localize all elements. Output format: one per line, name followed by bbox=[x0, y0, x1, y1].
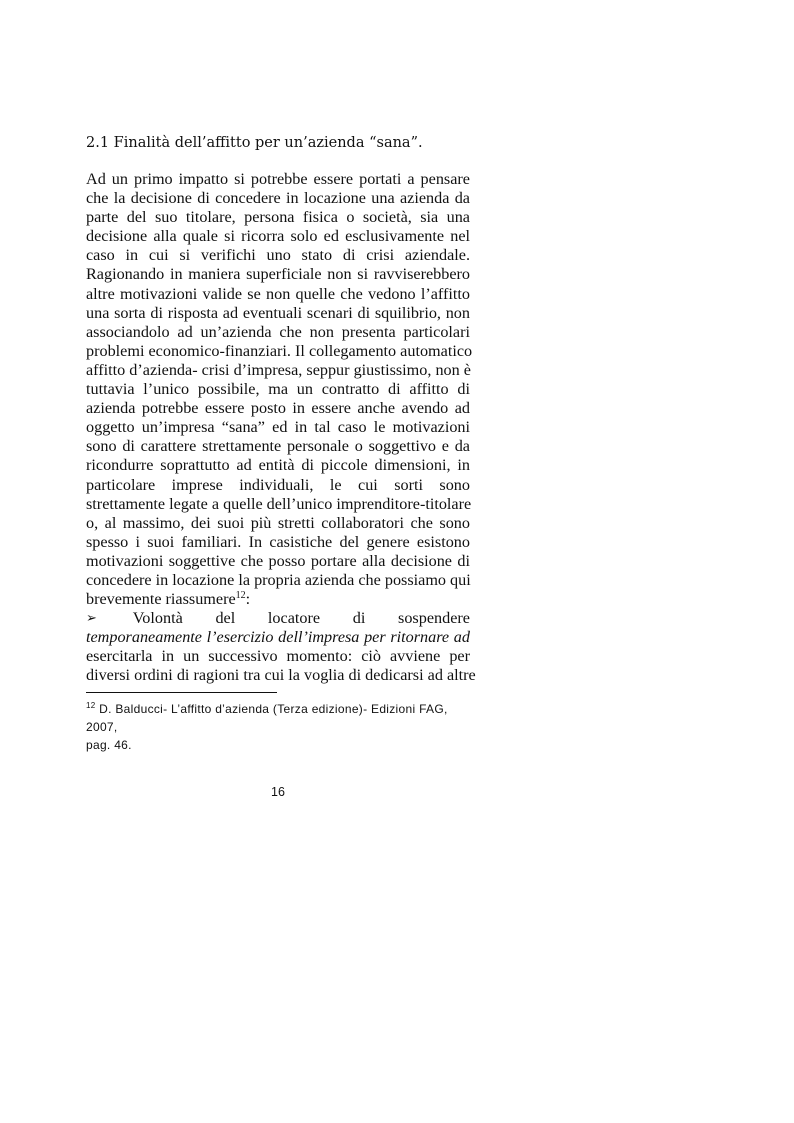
paragraph-line: caso in cui si verifichi uno stato di crisi aziendale. bbox=[86, 246, 470, 265]
bullet-word: sospendere bbox=[398, 609, 470, 628]
paragraph-line: affitto d’azienda- crisi d’impresa, seppur giustissimo, non è bbox=[86, 360, 471, 379]
paragraph-line: altre motivazioni valide se non quelle che vedono l’affitto bbox=[86, 284, 470, 303]
paragraph-line: parte del suo titolare, persona fisica o società, sia una bbox=[86, 208, 470, 227]
paragraph-line: Ad un primo impatto si potrebbe essere portati a pensare bbox=[86, 170, 470, 188]
paragraph-line: particolare imprese individuali, le cui sorti sono bbox=[86, 475, 470, 494]
section-heading: 2.1 Finalità dell’affitto per un’azienda “sana”. bbox=[86, 135, 423, 151]
bullet-word: di bbox=[352, 609, 366, 628]
last-line-text: brevemente riassumere bbox=[86, 590, 236, 609]
paragraph-line: oggetto un’impresa “sana” ed in tal caso le motivazioni bbox=[86, 418, 470, 437]
paragraph-line: una sorta di risposta ad eventuali scenari di squilibrio, non bbox=[86, 303, 470, 322]
bullet-word: locatore bbox=[267, 609, 321, 628]
paragraph-line: che la decisione di concedere in locazione una azienda da bbox=[86, 189, 470, 208]
paragraph-line: azienda potrebbe essere posto in essere anche avendo ad bbox=[86, 399, 470, 418]
bullet-item bbox=[86, 609, 476, 685]
footnote-number: 12 bbox=[86, 701, 96, 710]
body-text bbox=[86, 170, 476, 686]
paragraph-line: strettamente legate a quelle dell’unico imprenditore-titolare bbox=[86, 494, 472, 513]
paragraph-last-line bbox=[86, 590, 470, 609]
bullet-line: diversi ordini di ragioni tra cui la voglia di dedicarsi ad altre bbox=[86, 666, 476, 685]
footnote-reference[interactable]: 12 bbox=[235, 590, 246, 602]
page-number: 16 bbox=[271, 785, 285, 799]
paragraph-line: decisione alla quale si ricorra solo ed esclusivamente nel bbox=[86, 227, 470, 246]
paragraph-line: motivazioni soggettive che posso portare alla decisione di bbox=[86, 551, 470, 570]
paragraph-line: spesso i suoi familiari. In casistiche del genere esistono bbox=[86, 532, 470, 551]
paragraph-line: associandolo ad un’azienda che non presenta particolari bbox=[86, 322, 470, 341]
footnote-divider bbox=[86, 692, 277, 693]
footnote bbox=[86, 700, 476, 754]
footnote-text: D. Balducci- L’affitto d’azienda (Terza edizione)- Edizioni FAG, 2007, bbox=[86, 702, 448, 734]
arrowhead-bullet-icon: ➢ bbox=[86, 611, 97, 627]
bullet-italic-line: temporaneamente l’esercizio dell’impresa per ritornare ad bbox=[86, 628, 470, 647]
footnote-line bbox=[86, 700, 476, 736]
paragraph-line: problemi economico-finanziari. Il collegamento automatico bbox=[86, 341, 473, 360]
bullet-word: Volontà bbox=[132, 609, 183, 628]
paragraph bbox=[86, 170, 473, 609]
paragraph-line: tuttavia l’unico possibile, ma un contratto di affitto di bbox=[86, 380, 470, 399]
last-line-tail: : bbox=[245, 590, 251, 609]
footnote-text-continued: pag. 46. bbox=[86, 738, 132, 752]
paragraph-line: concedere in locazione la propria azienda che possiamo qui bbox=[86, 570, 471, 589]
bullet-word: del bbox=[215, 609, 236, 628]
paragraph-line: sono di carattere strettamente personale o soggettivo e da bbox=[86, 437, 470, 456]
bullet-first-line bbox=[86, 609, 470, 628]
paragraph-line: o, al massimo, dei suoi più stretti collaboratori che sono bbox=[86, 513, 470, 532]
bullet-line: esercitarla in un successivo momento: ciò avviene per bbox=[86, 647, 470, 666]
paragraph-line: ricondurre soprattutto ad entità di piccole dimensioni, in bbox=[86, 456, 470, 475]
paragraph-line: Ragionando in maniera superficiale non si ravviserebbero bbox=[86, 265, 470, 284]
